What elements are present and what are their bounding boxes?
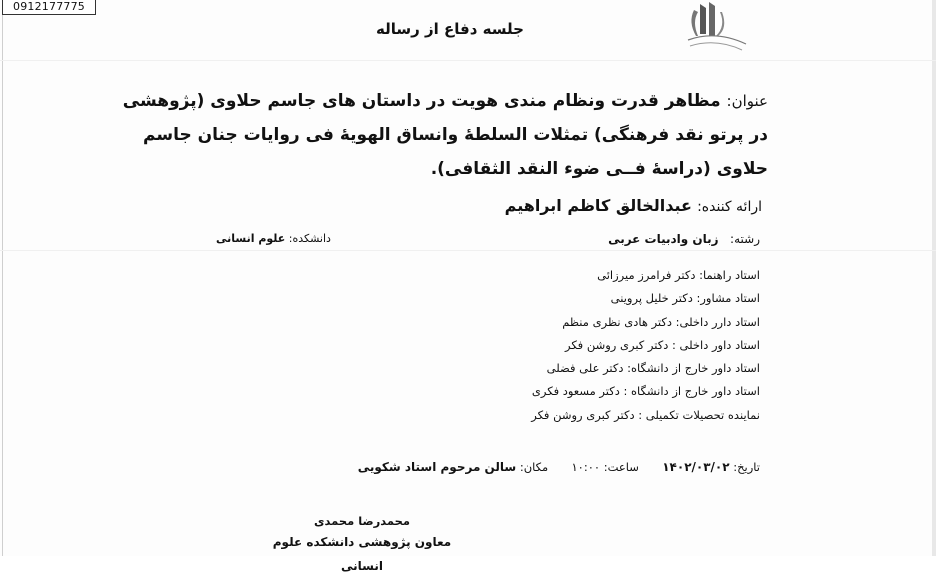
subject-text-1: مظاهر قدرت ونظام مندی هویت در داستان های جاسم حلاوی (پژوهشی bbox=[122, 91, 721, 111]
subject-line-2: در پرتو نقد فرهنگی) تمثلات السلطهٔ وانساق الهویهٔ فی روایات جنان جاسم bbox=[143, 125, 768, 145]
subject-label: عنوان: bbox=[726, 92, 768, 110]
meeting-info bbox=[358, 460, 760, 474]
signatory bbox=[262, 512, 462, 578]
subject-line-3: حلاوی (دراسهٔ فــی ضوء النقد الثقافی). bbox=[430, 159, 768, 179]
scan-edge-left bbox=[2, 0, 3, 556]
major-value: زبان وادبیات عربی bbox=[608, 232, 719, 246]
phone-number: 0912177775 bbox=[2, 0, 96, 15]
committee-internal-examiner-1: استاد دارر داخلی: دکتر هادی نظری منظم bbox=[562, 314, 760, 329]
university-logo-icon bbox=[676, 0, 756, 58]
committee-graduate-representative: نماینده تحصیلات تکمیلی : دکتر کبری روشن فکر bbox=[531, 407, 760, 422]
page-title: جلسه دفاع از رساله bbox=[376, 20, 524, 38]
date-label: تاریخ: bbox=[733, 460, 760, 474]
signatory-name: محمدرضا محمدی bbox=[313, 514, 411, 528]
faculty bbox=[216, 232, 331, 245]
scan-edge-right bbox=[932, 0, 936, 556]
committee-list bbox=[340, 264, 760, 427]
faculty-value: علوم انسانی bbox=[216, 232, 286, 245]
committee-external-examiner-1: استاد داور خارج از دانشگاه: دکتر علی فضلی bbox=[546, 361, 760, 376]
place-value: سالن مرحوم استاد شکویی bbox=[357, 460, 517, 474]
presenter-label: ارائه کننده: bbox=[697, 199, 762, 215]
committee-external-examiner-2: استاد داور خارج از دانشگاه : دکتر مسعود فکری bbox=[531, 384, 760, 399]
major-label: رشته: bbox=[730, 232, 760, 246]
major bbox=[608, 232, 760, 246]
committee-internal-examiner-2: استاد داور داخلی : دکتر کبری روشن فکر bbox=[564, 337, 760, 352]
date-value: ۱۴۰۲/۰۳/۰۲ bbox=[662, 460, 730, 474]
committee-advisor: استاد مشاور: دکتر خلیل پروینی bbox=[610, 291, 760, 306]
committee-supervisor: استاد راهنما: دکتر فرامرز میرزائی bbox=[597, 268, 760, 282]
thesis-subject bbox=[8, 84, 768, 186]
presenter-name: عبدالخالق کاظم ابراهیم bbox=[504, 196, 692, 215]
signatory-title: معاون پژوهشی دانشکده علوم انسانی bbox=[272, 535, 452, 573]
presenter bbox=[505, 196, 762, 215]
time-label: ساعت: bbox=[603, 460, 639, 474]
faculty-label: دانشکده: bbox=[288, 232, 331, 245]
scan-artifact bbox=[0, 250, 936, 251]
place-label: مکان: bbox=[519, 460, 549, 474]
university-logo bbox=[676, 0, 756, 58]
subject-line-1 bbox=[8, 84, 768, 118]
scan-artifact bbox=[0, 60, 936, 61]
time-value: ۱۰:۰۰ bbox=[571, 460, 601, 474]
